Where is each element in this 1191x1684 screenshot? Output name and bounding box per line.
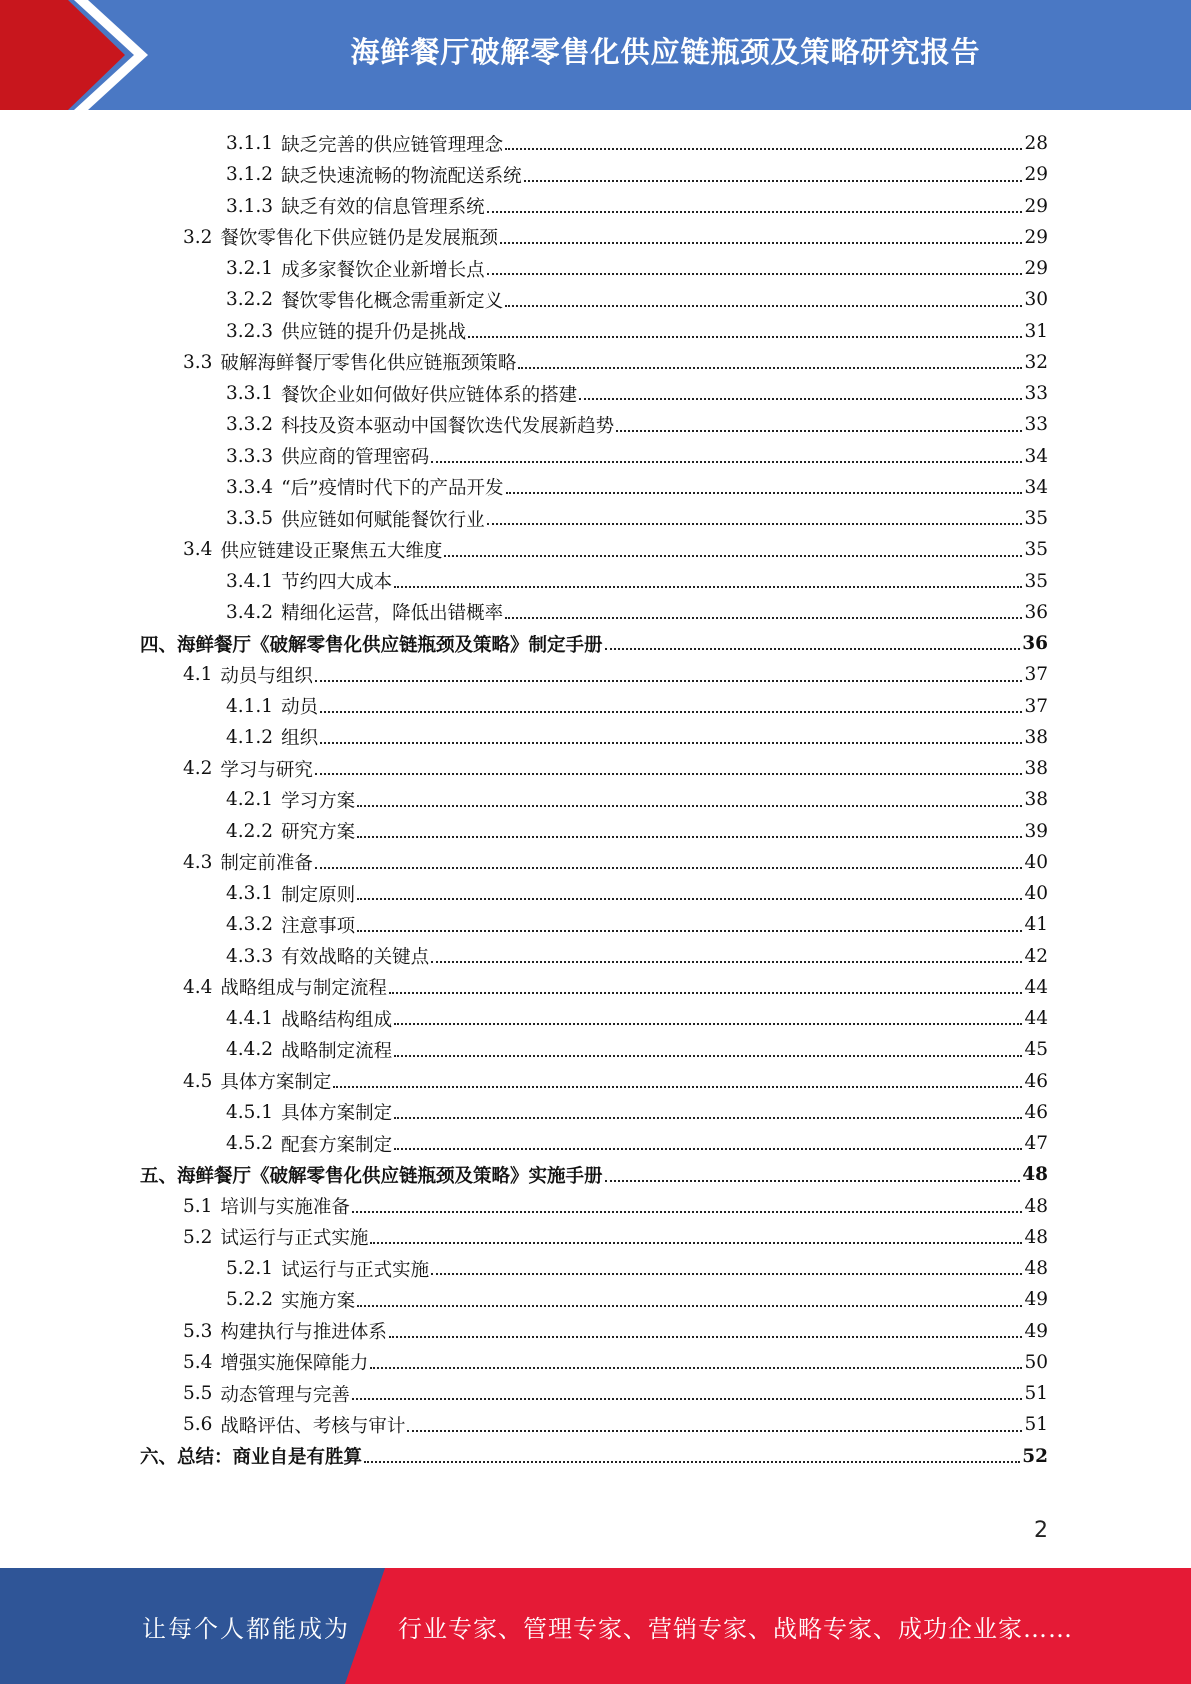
toc-entry-number: 4.2.1	[226, 789, 274, 811]
toc-dot-leader	[357, 898, 1022, 900]
toc-entry[interactable]	[140, 534, 1048, 565]
page-number: 2	[1034, 1518, 1048, 1543]
toc-entry[interactable]	[140, 909, 1048, 940]
toc-dot-leader	[352, 1211, 1023, 1213]
toc-entry[interactable]	[140, 1347, 1048, 1378]
toc-entry[interactable]	[140, 128, 1048, 159]
toc-dot-leader	[394, 1055, 1022, 1057]
toc-entry-title: 配套方案制定	[281, 1134, 393, 1156]
toc-entry-page: 33	[1024, 383, 1048, 405]
page-header	[0, 0, 1191, 110]
toc-entry-number: 5.1	[183, 1195, 213, 1217]
toc-entry-page: 47	[1024, 1133, 1048, 1155]
toc-dot-leader	[315, 680, 1023, 682]
toc-entry-page: 52	[1022, 1445, 1048, 1467]
toc-entry-number: 3.1.2	[226, 164, 274, 186]
toc-dot-leader	[431, 461, 1022, 463]
toc-entry-title: 制定原则	[281, 884, 356, 906]
table-of-contents	[140, 128, 1048, 1472]
toc-entry-title: 战略组成与制定流程	[220, 978, 387, 1000]
toc-entry-title: 供应商的管理密码	[281, 447, 430, 469]
toc-entry-title: 战略评估、考核与审计	[220, 1415, 406, 1437]
toc-entry-number: 4.3.2	[226, 914, 274, 936]
toc-entry-title: 学习方案	[281, 790, 356, 812]
toc-entry-title: 注意事项	[281, 915, 356, 937]
toc-entry-title: 缺乏完善的供应链管理理念	[281, 134, 504, 156]
toc-entry-page: 40	[1024, 883, 1048, 905]
toc-entry[interactable]	[140, 1222, 1048, 1253]
toc-entry-title: 战略结构组成	[281, 1009, 393, 1031]
toc-entry-number: 4.1.2	[226, 726, 274, 748]
toc-entry[interactable]	[140, 159, 1048, 190]
toc-entry-page: 29	[1024, 195, 1048, 217]
toc-entry-number: 3.3.1	[226, 383, 274, 405]
page-footer	[0, 1568, 1191, 1684]
toc-entry[interactable]	[140, 503, 1048, 534]
footer-slogan-left: 让每个人都能成为	[142, 1614, 350, 1643]
toc-entry[interactable]	[140, 1316, 1048, 1347]
toc-entry-page: 35	[1024, 539, 1048, 561]
toc-entry-number: 4.2.2	[226, 820, 274, 842]
toc-entry-title: 破解海鲜餐厅零售化供应链瓶颈策略	[220, 353, 517, 375]
toc-entry[interactable]	[140, 941, 1048, 972]
toc-dot-leader	[518, 367, 1022, 369]
toc-entry-page: 49	[1024, 1320, 1048, 1342]
toc-entry[interactable]	[140, 753, 1048, 784]
toc-entry-number: 3.3.4	[226, 476, 274, 498]
toc-entry-page: 46	[1024, 1101, 1048, 1123]
toc-dot-leader	[394, 1148, 1022, 1150]
toc-dot-leader	[444, 555, 1022, 557]
toc-entry-title: 学习与研究	[220, 759, 313, 781]
toc-entry-page: 31	[1024, 320, 1048, 342]
toc-entry[interactable]	[140, 1003, 1048, 1034]
toc-entry-number: 3.3.2	[226, 414, 274, 436]
toc-dot-leader	[333, 1086, 1022, 1088]
toc-dot-leader	[407, 1430, 1022, 1432]
document-title: 海鲜餐厅破解零售化供应链瓶颈及策略研究报告	[350, 34, 981, 69]
toc-entry[interactable]	[140, 847, 1048, 878]
toc-entry-number: 4.1	[183, 664, 213, 686]
toc-entry-page: 48	[1024, 1226, 1048, 1248]
toc-entry-title: 有效战略的关键点	[281, 947, 430, 969]
toc-entry-number: 4.5.1	[226, 1101, 274, 1123]
toc-entry-number: 4.2	[183, 758, 213, 780]
toc-entry-page: 36	[1022, 633, 1048, 655]
toc-dot-leader	[320, 742, 1022, 744]
toc-entry-title: 试运行与正式实施	[281, 1259, 430, 1281]
toc-dot-leader	[364, 1461, 1020, 1463]
toc-entry-page: 49	[1024, 1289, 1048, 1311]
toc-entry-page: 48	[1024, 1195, 1048, 1217]
toc-entry-title: 缺乏快速流畅的物流配送系统	[281, 165, 522, 187]
toc-entry-page: 28	[1024, 133, 1048, 155]
toc-entry-page: 39	[1024, 820, 1048, 842]
toc-dot-leader	[487, 273, 1023, 275]
toc-dot-leader	[370, 1242, 1022, 1244]
toc-dot-leader	[389, 992, 1023, 994]
toc-entry[interactable]	[140, 1191, 1048, 1222]
toc-entry-page: 51	[1024, 1414, 1048, 1436]
toc-entry[interactable]	[140, 347, 1048, 378]
toc-entry-number: 3.2.3	[226, 320, 274, 342]
toc-entry-page: 36	[1024, 601, 1048, 623]
toc-entry-title: 供应链的提升仍是挑战	[281, 322, 467, 344]
toc-dot-leader	[579, 398, 1022, 400]
toc-entry[interactable]	[140, 597, 1048, 628]
toc-entry-page: 35	[1024, 508, 1048, 530]
toc-entry-number: 3.3.5	[226, 508, 274, 530]
toc-entry-title: 六、总结：商业自是有胜算	[140, 1447, 363, 1469]
toc-entry-title: 培训与实施准备	[220, 1197, 350, 1219]
toc-entry-page: 33	[1024, 414, 1048, 436]
toc-dot-leader	[500, 242, 1023, 244]
toc-entry-title: “后”疫情时代下的产品开发	[281, 478, 504, 500]
toc-entry[interactable]	[140, 816, 1048, 847]
toc-entry[interactable]	[140, 1378, 1048, 1409]
toc-chapter-entry[interactable]	[140, 628, 1048, 659]
toc-entry-title: 供应链建设正聚焦五大维度	[220, 540, 443, 562]
toc-dot-leader	[357, 836, 1022, 838]
toc-entry-page: 38	[1024, 726, 1048, 748]
toc-dot-leader	[431, 1273, 1022, 1275]
toc-entry-page: 48	[1024, 1258, 1048, 1280]
toc-entry-title: 制定前准备	[220, 853, 313, 875]
toc-entry-number: 3.4	[183, 539, 213, 561]
toc-dot-leader	[524, 180, 1023, 182]
toc-dot-leader	[468, 336, 1022, 338]
toc-entry-page: 32	[1024, 351, 1048, 373]
toc-entry-number: 5.2	[183, 1226, 213, 1248]
toc-entry-title: 成多家餐饮企业新增长点	[281, 259, 485, 281]
toc-dot-leader	[315, 867, 1023, 869]
toc-entry-number: 4.3.3	[226, 945, 274, 967]
toc-dot-leader	[505, 148, 1022, 150]
toc-entry-page: 38	[1024, 789, 1048, 811]
toc-chapter-entry[interactable]	[140, 1159, 1048, 1190]
toc-dot-leader	[605, 648, 1021, 650]
toc-entry[interactable]	[140, 378, 1048, 409]
toc-entry-title: 动态管理与完善	[220, 1384, 350, 1406]
toc-dot-leader	[505, 305, 1022, 307]
toc-dot-leader	[394, 1023, 1022, 1025]
toc-dot-leader	[357, 805, 1022, 807]
toc-entry[interactable]	[140, 441, 1048, 472]
footer-slogan-right: 行业专家、管理专家、营销专家、战略专家、成功企业家……	[398, 1614, 1073, 1643]
toc-entry-number: 3.3.3	[226, 445, 274, 467]
toc-dot-leader	[487, 211, 1023, 213]
toc-entry[interactable]	[140, 691, 1048, 722]
toc-entry-number: 3.2	[183, 226, 213, 248]
toc-entry-title: 四、海鲜餐厅《破解零售化供应链瓶颈及策略》制定手册	[140, 634, 603, 656]
toc-entry-page: 35	[1024, 570, 1048, 592]
toc-entry-title: 实施方案	[281, 1290, 356, 1312]
toc-entry-title: 研究方案	[281, 822, 356, 844]
toc-entry-number: 4.4	[183, 976, 213, 998]
toc-entry-title: 缺乏有效的信息管理系统	[281, 197, 485, 219]
toc-entry[interactable]	[140, 316, 1048, 347]
toc-dot-leader	[370, 1367, 1022, 1369]
toc-dot-leader	[357, 930, 1022, 932]
toc-entry-page: 29	[1024, 258, 1048, 280]
toc-entry[interactable]	[140, 253, 1048, 284]
toc-entry-number: 5.2.1	[226, 1258, 274, 1280]
toc-dot-leader	[431, 961, 1022, 963]
toc-entry[interactable]	[140, 1066, 1048, 1097]
toc-entry-number: 3.4.2	[226, 601, 274, 623]
toc-entry-page: 40	[1024, 851, 1048, 873]
toc-entry[interactable]	[140, 472, 1048, 503]
toc-entry-page: 41	[1024, 914, 1048, 936]
toc-entry[interactable]	[140, 284, 1048, 315]
toc-entry-title: 组织	[281, 728, 319, 750]
toc-entry-number: 5.3	[183, 1320, 213, 1342]
toc-dot-leader	[389, 1336, 1023, 1338]
toc-entry-page: 34	[1024, 445, 1048, 467]
toc-entry[interactable]	[140, 784, 1048, 815]
toc-entry-title: 增强实施保障能力	[220, 1353, 369, 1375]
toc-entry-page: 44	[1024, 976, 1048, 998]
toc-entry[interactable]	[140, 1284, 1048, 1315]
toc-entry-page: 34	[1024, 476, 1048, 498]
toc-entry-page: 42	[1024, 945, 1048, 967]
toc-entry[interactable]	[140, 1409, 1048, 1440]
toc-entry-title: 具体方案制定	[281, 1103, 393, 1125]
toc-entry-number: 4.1.1	[226, 695, 274, 717]
toc-entry-page: 45	[1024, 1039, 1048, 1061]
toc-entry-title: 精细化运营，降低出错概率	[281, 603, 504, 625]
toc-dot-leader	[315, 773, 1023, 775]
toc-entry-number: 5.5	[183, 1383, 213, 1405]
toc-entry-title: 供应链如何赋能餐饮行业	[281, 509, 485, 531]
toc-dot-leader	[357, 1305, 1022, 1307]
toc-entry-title: 餐饮企业如何做好供应链体系的搭建	[281, 384, 578, 406]
toc-dot-leader	[487, 523, 1023, 525]
toc-entry[interactable]	[140, 722, 1048, 753]
toc-chapter-entry[interactable]	[140, 1441, 1048, 1472]
toc-entry-page: 37	[1024, 695, 1048, 717]
toc-entry-title: 试运行与正式实施	[220, 1228, 369, 1250]
toc-dot-leader	[506, 492, 1023, 494]
header-arrow-decoration	[0, 0, 160, 110]
toc-entry[interactable]	[140, 659, 1048, 690]
toc-entry-page: 29	[1024, 164, 1048, 186]
toc-dot-leader	[616, 430, 1022, 432]
toc-entry-page: 38	[1024, 758, 1048, 780]
toc-entry-number: 3.2.2	[226, 289, 274, 311]
toc-entry-page: 50	[1024, 1351, 1048, 1373]
toc-dot-leader	[394, 586, 1022, 588]
toc-entry-page: 48	[1022, 1164, 1048, 1186]
toc-entry-title: 五、海鲜餐厅《破解零售化供应链瓶颈及策略》实施手册	[140, 1165, 603, 1187]
toc-entry-number: 4.5.2	[226, 1133, 274, 1155]
toc-dot-leader	[605, 1180, 1021, 1182]
toc-entry-number: 3.4.1	[226, 570, 274, 592]
toc-entry-title: 构建执行与推进体系	[220, 1322, 387, 1344]
toc-entry-title: 餐饮零售化下供应链仍是发展瓶颈	[220, 228, 498, 250]
toc-dot-leader	[320, 711, 1022, 713]
toc-entry[interactable]	[140, 222, 1048, 253]
toc-entry[interactable]	[140, 409, 1048, 440]
toc-entry[interactable]	[140, 1253, 1048, 1284]
toc-entry-page: 37	[1024, 664, 1048, 686]
toc-entry[interactable]	[140, 1097, 1048, 1128]
toc-entry-number: 4.3	[183, 851, 213, 873]
toc-entry-number: 4.4.1	[226, 1008, 274, 1030]
toc-entry-number: 4.3.1	[226, 883, 274, 905]
toc-entry-number: 3.1.1	[226, 133, 274, 155]
toc-entry-page: 30	[1024, 289, 1048, 311]
toc-entry-number: 3.3	[183, 351, 213, 373]
toc-entry-number: 3.1.3	[226, 195, 274, 217]
toc-entry-page: 46	[1024, 1070, 1048, 1092]
toc-entry-number: 5.4	[183, 1351, 213, 1373]
toc-entry-number: 4.5	[183, 1070, 213, 1092]
toc-entry-title: 动员	[281, 697, 319, 719]
toc-entry-page: 44	[1024, 1008, 1048, 1030]
toc-entry[interactable]	[140, 191, 1048, 222]
toc-entry-number: 5.6	[183, 1414, 213, 1436]
toc-entry[interactable]	[140, 878, 1048, 909]
toc-entry-title: 餐饮零售化概念需重新定义	[281, 290, 504, 312]
toc-entry-number: 5.2.2	[226, 1289, 274, 1311]
toc-dot-leader	[394, 1117, 1022, 1119]
toc-entry[interactable]	[140, 1128, 1048, 1159]
toc-entry-title: 动员与组织	[220, 665, 313, 687]
toc-entry-title: 具体方案制定	[220, 1072, 332, 1094]
toc-entry-page: 51	[1024, 1383, 1048, 1405]
toc-entry-page: 29	[1024, 226, 1048, 248]
toc-entry-title: 科技及资本驱动中国餐饮迭代发展新趋势	[281, 415, 615, 437]
toc-entry-number: 4.4.2	[226, 1039, 274, 1061]
toc-entry[interactable]	[140, 566, 1048, 597]
toc-entry[interactable]	[140, 1034, 1048, 1065]
toc-entry-title: 节约四大成本	[281, 572, 393, 594]
toc-entry-title: 战略制定流程	[281, 1040, 393, 1062]
toc-entry[interactable]	[140, 972, 1048, 1003]
toc-dot-leader	[505, 617, 1022, 619]
toc-entry-number: 3.2.1	[226, 258, 274, 280]
toc-dot-leader	[352, 1398, 1023, 1400]
